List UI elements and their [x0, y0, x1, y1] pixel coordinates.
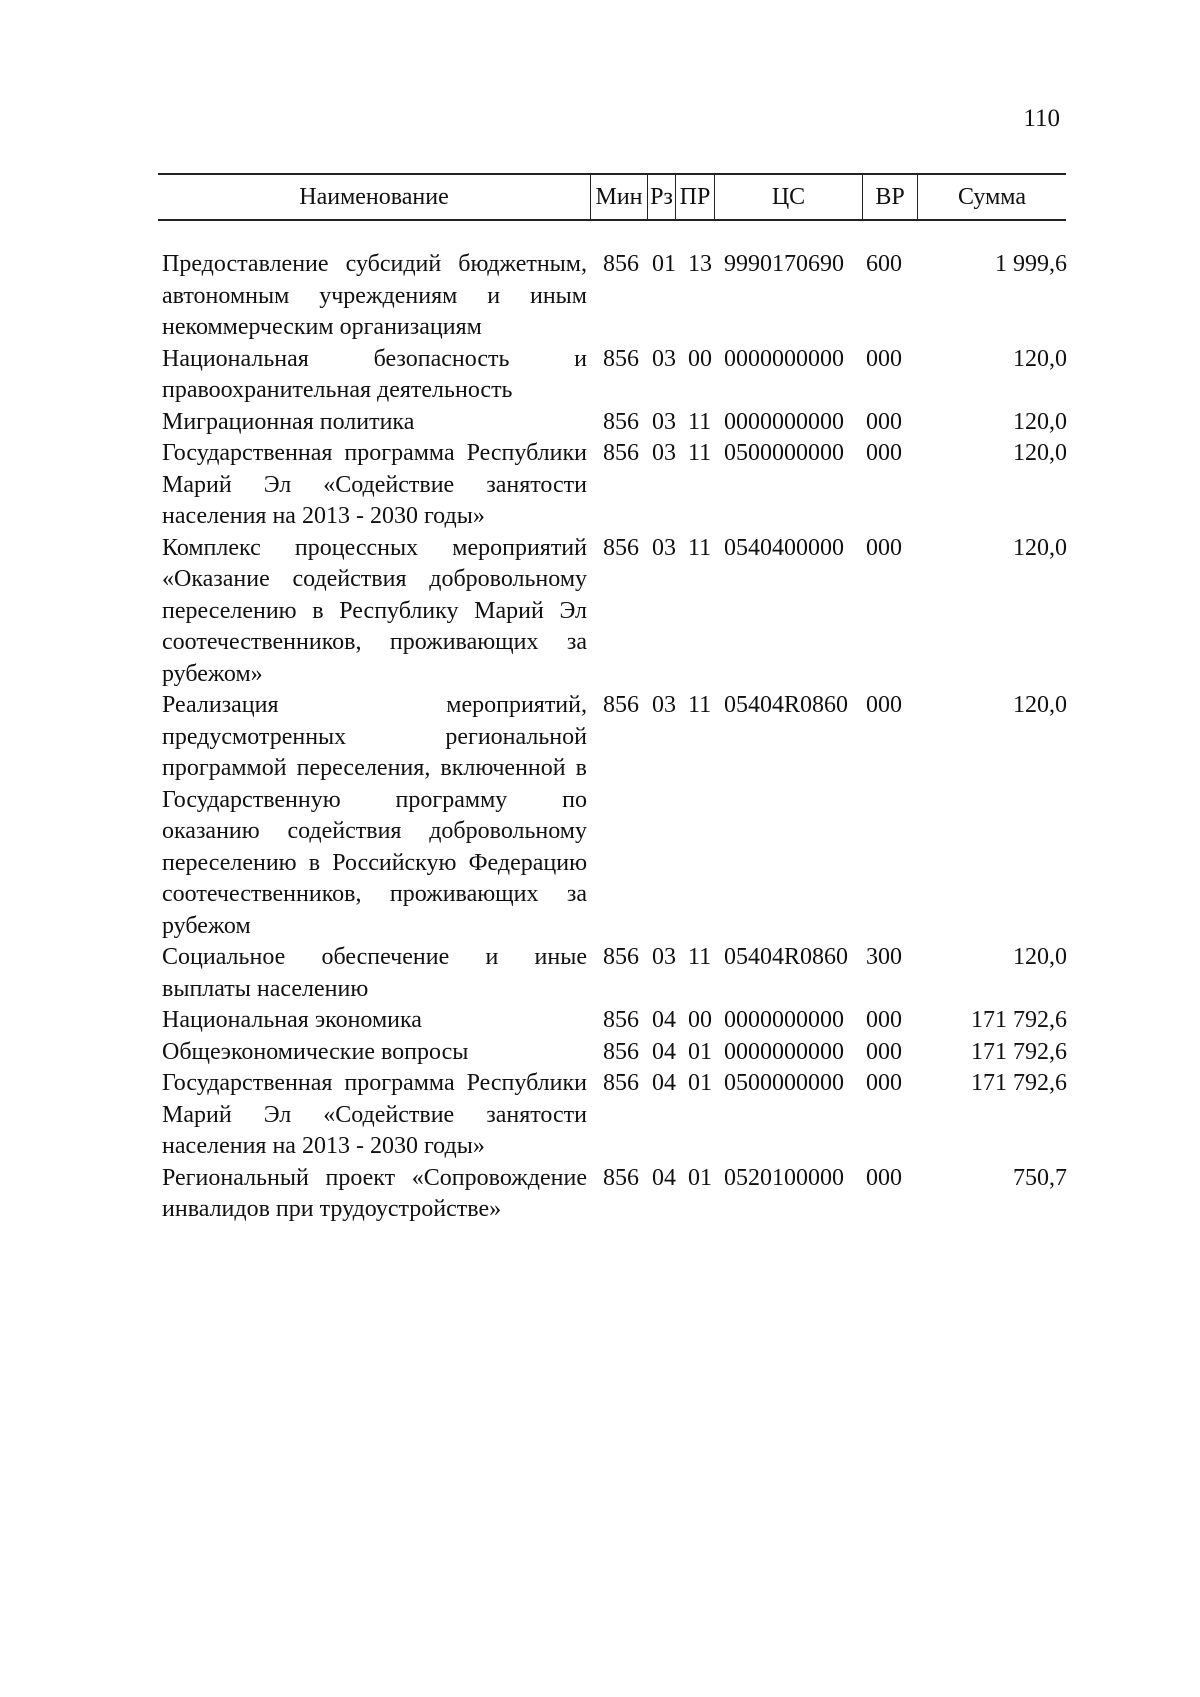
row-pr: 11: [688, 692, 712, 718]
row-vr: 000: [866, 534, 902, 561]
row-min: 856: [603, 534, 639, 561]
row-rz: 03: [652, 345, 676, 372]
row-rz: 01: [652, 251, 676, 277]
row-sum: 171 792,6: [971, 1038, 1067, 1065]
row-pr: 13: [688, 251, 712, 277]
row-rz: 03: [652, 440, 676, 466]
row-min: 856: [603, 440, 639, 466]
row-name: Региональный проект «Сопровождение инвалидов при трудоустройстве»: [162, 1164, 587, 1222]
header-vr: ВР: [862, 175, 917, 219]
row-name: Миграционная политика: [162, 408, 415, 435]
table-header: [158, 173, 1066, 221]
row-pr: 01: [688, 1070, 712, 1096]
row-min: 856: [603, 251, 639, 277]
row-name: Национальная безопасность и правоохранительная деятельность: [162, 345, 587, 403]
row-rz: 04: [652, 1164, 676, 1191]
row-min: 856: [603, 1164, 639, 1191]
row-vr: 000: [866, 1070, 902, 1096]
row-vr: 000: [866, 1007, 902, 1033]
row-pr: 00: [688, 345, 712, 372]
row-name: Социальное обеспечение и иные выплаты населению: [162, 944, 587, 1002]
row-min: 856: [603, 1038, 639, 1065]
row-vr: 000: [866, 345, 902, 372]
row-cs: 0000000000: [724, 345, 844, 372]
row-vr: 000: [866, 440, 902, 466]
row-name: Государственная программа Республики Марий Эл «Содействие занятости населения на 2013 - 2030 годы»: [162, 1070, 587, 1159]
row-min: 856: [603, 692, 639, 718]
table-body: [162, 249, 1067, 1226]
row-rz: 04: [652, 1038, 676, 1065]
row-rz: 04: [652, 1007, 676, 1033]
table-row: [162, 249, 1067, 344]
table-row: [162, 1037, 1067, 1069]
table-row: [162, 533, 1067, 691]
header-cs: ЦС: [714, 175, 862, 219]
row-sum: 120,0: [1013, 408, 1067, 435]
table-row: [162, 1005, 1067, 1037]
row-rz: 03: [652, 534, 676, 561]
row-name: Национальная экономика: [162, 1007, 422, 1033]
header-sum: Сумма: [917, 175, 1066, 219]
row-sum: 120,0: [1013, 534, 1067, 561]
row-pr: 01: [688, 1038, 712, 1065]
row-min: 856: [603, 408, 639, 435]
row-pr: 11: [688, 944, 712, 970]
row-min: 856: [603, 944, 639, 970]
row-vr: 000: [866, 1164, 902, 1191]
row-min: 856: [603, 1007, 639, 1033]
row-pr: 11: [688, 534, 712, 561]
header-name: Наименование: [299, 183, 449, 210]
row-cs: 0500000000: [724, 1070, 844, 1096]
header-rz: Рз: [647, 175, 675, 219]
row-cs: 05404R0860: [724, 692, 849, 718]
row-rz: 03: [652, 408, 676, 435]
row-name: Государственная программа Республики Марий Эл «Содействие занятости населения на 2013 - 2030 годы»: [162, 440, 587, 529]
table-row: [162, 407, 1067, 439]
row-pr: 00: [688, 1007, 712, 1033]
row-sum: 171 792,6: [971, 1070, 1067, 1096]
table-row: [162, 1068, 1067, 1163]
row-pr: 11: [688, 408, 712, 435]
table-row: [162, 438, 1067, 533]
row-min: 856: [603, 345, 639, 372]
row-name: Комплекс процессных мероприятий «Оказание содействия добровольному переселению в Республику Марий Эл соотечественников, проживающих за рубежом»: [162, 534, 587, 687]
table-row: [162, 690, 1067, 942]
header-pr: ПР: [675, 175, 714, 219]
row-cs: 05404R0860: [724, 944, 849, 970]
row-vr: 000: [866, 408, 902, 435]
page-number: 110: [1023, 105, 1060, 132]
table-row: [162, 344, 1067, 407]
row-vr: 000: [866, 1038, 902, 1065]
table-row: [162, 942, 1067, 1005]
row-cs: 0540400000: [724, 534, 844, 561]
header-min: Мин: [590, 175, 647, 219]
row-rz: 03: [652, 944, 676, 970]
row-pr: 11: [688, 440, 712, 466]
row-cs: 0500000000: [724, 440, 844, 466]
row-vr: 000: [866, 692, 902, 718]
row-cs: 0000000000: [724, 408, 844, 435]
row-cs: 0520100000: [724, 1164, 844, 1191]
row-min: 856: [603, 1070, 639, 1096]
row-sum: 120,0: [1013, 345, 1067, 372]
row-sum: 120,0: [1013, 692, 1067, 718]
row-sum: 120,0: [1013, 944, 1067, 970]
row-cs: 0000000000: [724, 1007, 844, 1033]
row-name: Общеэкономические вопросы: [162, 1038, 469, 1065]
row-rz: 03: [652, 692, 676, 718]
row-sum: 750,7: [1013, 1164, 1067, 1191]
table-row: [162, 1163, 1067, 1226]
row-name: Предоставление субсидий бюджетным, автономным учреждениям и иным некоммерческим организациям: [162, 251, 587, 340]
row-sum: 171 792,6: [971, 1007, 1067, 1033]
row-vr: 600: [866, 251, 902, 277]
row-cs: 0000000000: [724, 1038, 844, 1065]
row-cs: 9990170690: [724, 251, 844, 277]
row-pr: 01: [688, 1164, 712, 1191]
row-name: Реализация мероприятий, предусмотренных региональной программой переселения, включенной в Государственную программу по оказанию содействия добровольному переселению в Российскую Федерацию соотечественников, проживающих за рубежом: [162, 692, 587, 939]
row-rz: 04: [652, 1070, 676, 1096]
row-sum: 120,0: [1013, 440, 1067, 466]
row-vr: 300: [866, 944, 902, 970]
row-sum: 1 999,6: [995, 251, 1067, 277]
